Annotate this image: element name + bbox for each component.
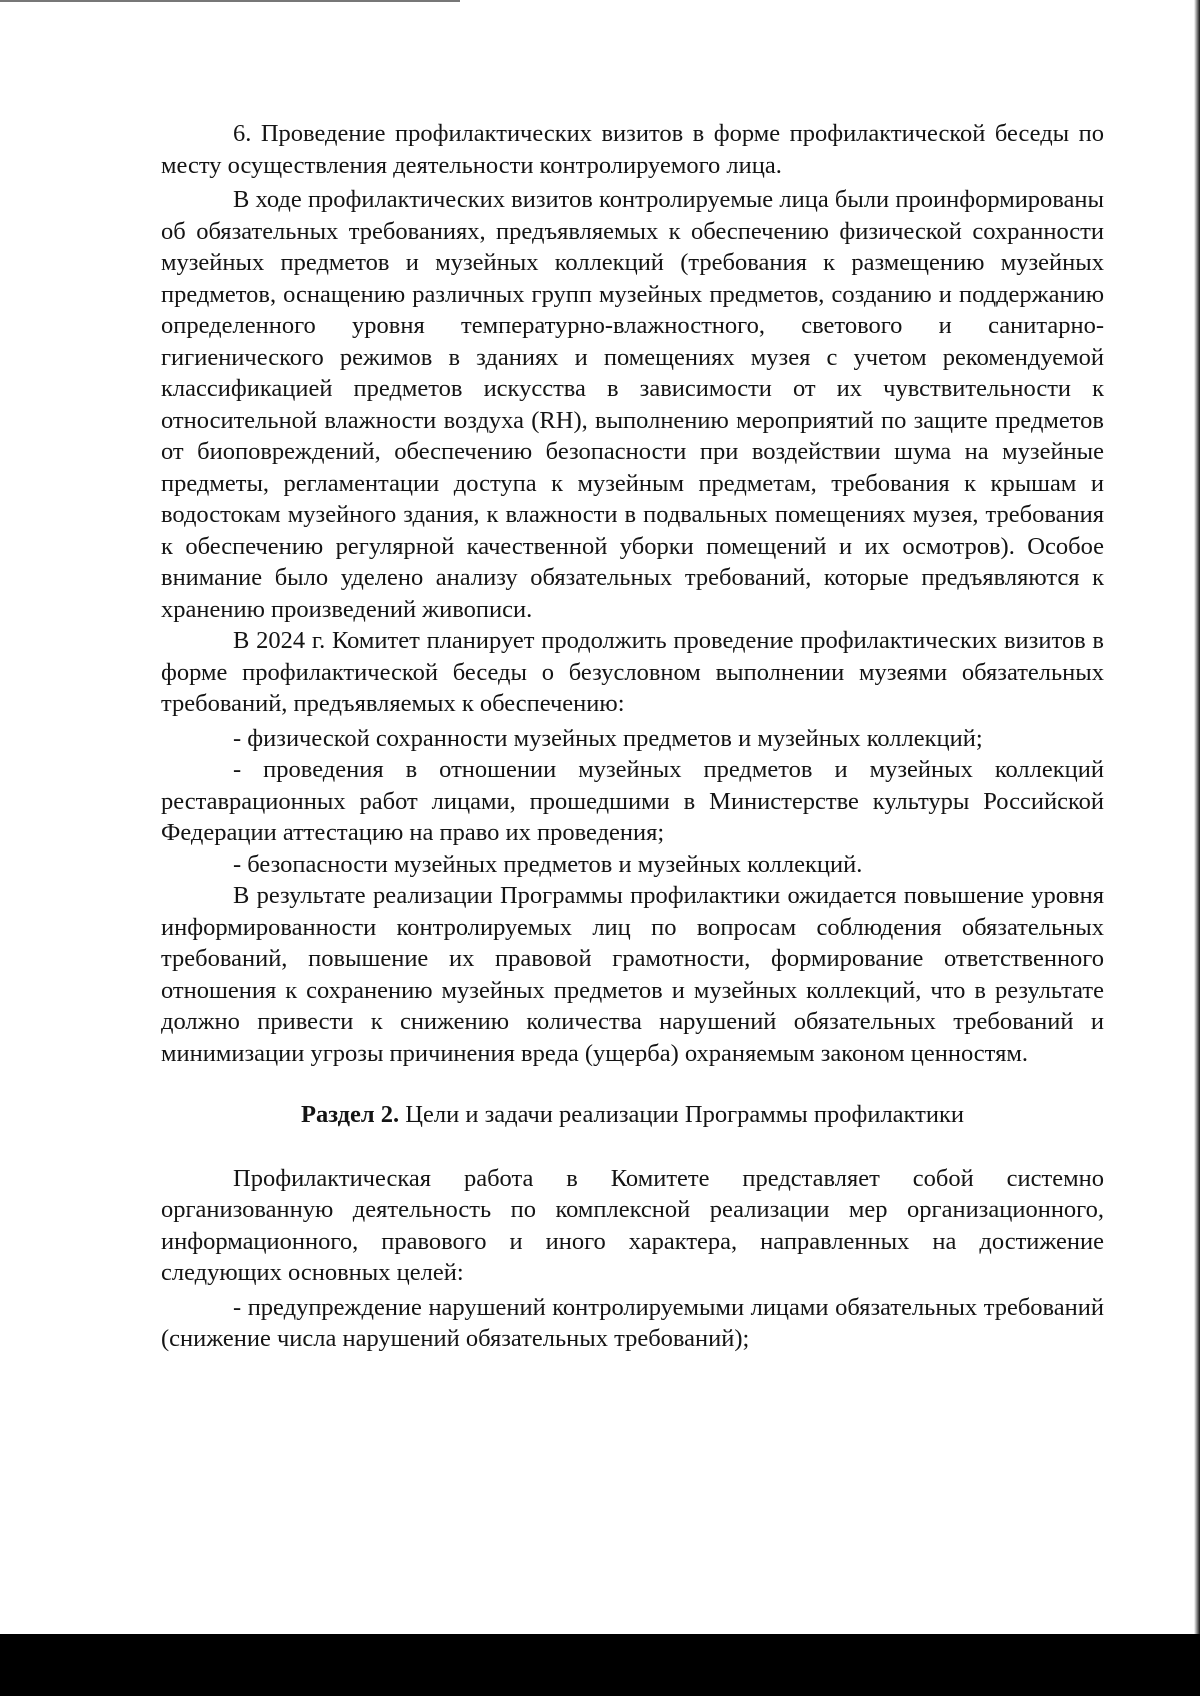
section-heading-title: Цели и задачи реализации Программы профилактики: [399, 1101, 964, 1128]
list-item-physical-safety: - физической сохранности музейных предметов и музейных коллекций;: [233, 724, 983, 752]
scan-top-edge: [0, 0, 460, 2]
paragraph-plans-2024: В 2024 г. Комитет планирует продолжить проведение профилактических визитов в форме профилактической беседы о безусловном выполнении музеями обязательных требований, предъявляемых к обеспечению:: [161, 627, 1104, 717]
list-item-security: - безопасности музейных предметов и музейных коллекций.: [233, 850, 863, 878]
section-heading: [161, 1099, 1104, 1131]
document-body: [161, 118, 1104, 1355]
section-heading-label: Раздел 2.: [301, 1101, 400, 1128]
paragraph-visits-info: В ходе профилактических визитов контролируемые лица были проинформированы об обязательных требованиях, предъявляемых к обеспечению физической сохранности музейных предметов и музейных коллекций (требования к размещению музейных предметов, оснащению различных групп музейных предметов, созданию и поддержанию определенного уровня температурно-влажностного, светового и санитарно-гигиенического режимов в зданиях и помещениях музея с учетом рекомендуемой классификацией предметов искусства в зависимости от их чувствительности к относительной влажности воздуха (RH), выполнению мероприятий по защите предметов от биоповреждений, обеспечению безопасности при воздействии шума на музейные предметы, регламентации доступа к музейным предметам, требования к крышам и водостокам музейного здания, к влажности в подвальных помещениях музея, требования к обеспечению регулярной качественной уборки помещений и их осмотров). Особое внимание было уделено анализу обязательных требований, которые предъявляются к хранению произведений живописи.: [161, 186, 1104, 623]
paragraph-expected-result: В результате реализации Программы профилактики ожидается повышение уровня информированности контролируемых лиц по вопросам соблюдения обязательных требований, повышение их правовой грамотности, формирование ответственного отношения к сохранению музейных предметов и музейных коллекций, что в результате должно привести к снижению количества нарушений обязательных требований и минимизации угрозы причинения вреда (ущерба) охраняемым законом ценностям.: [161, 882, 1104, 1067]
paragraph-item-6: 6. Проведение профилактических визитов в форме профилактической беседы по месту осуществления деятельности контролируемого лица.: [161, 120, 1104, 179]
list-item-restoration: - проведения в отношении музейных предметов и музейных коллекций реставрационных работ лицами, прошедшими в Министерстве культуры Российской Федерации аттестацию на право их проведения;: [161, 756, 1104, 846]
scan-right-edge-shadow: [1194, 0, 1200, 1634]
list-item-prevention: - предупреждение нарушений контролируемыми лицами обязательных требований (снижение числа нарушений обязательных требований);: [161, 1293, 1104, 1352]
paragraph-section-intro: Профилактическая работа в Комитете представляет собой системно организованную деятельность по комплексной реализации мер организационного, информационного, правового и иного характера, направленных на достижение следующих основных целей:: [161, 1164, 1104, 1286]
